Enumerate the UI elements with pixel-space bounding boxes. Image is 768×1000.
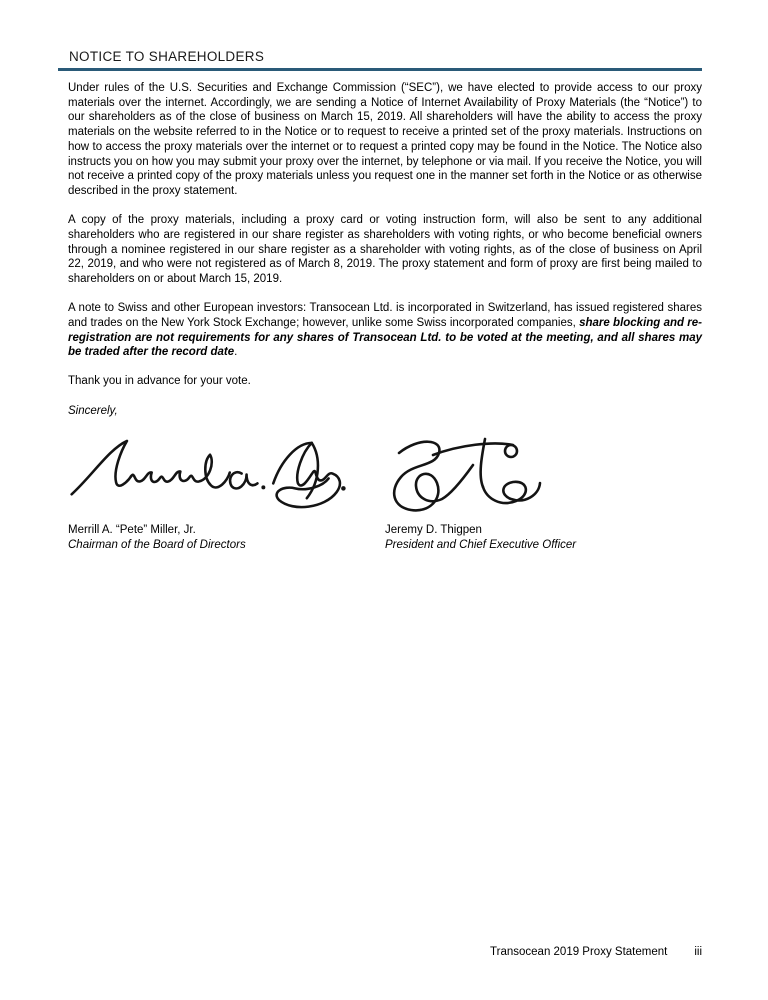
- footer-page-number: iii: [694, 946, 702, 958]
- swiss-note-suffix: .: [234, 346, 238, 359]
- header-rule: [58, 68, 702, 71]
- signatory-name: Jeremy D. Thigpen: [385, 523, 482, 536]
- section-heading: NOTICE TO SHAREHOLDERS: [69, 49, 265, 64]
- page-footer: [490, 945, 702, 959]
- signatory-name: Merrill A. “Pete” Miller, Jr.: [68, 523, 196, 536]
- letter-content: [68, 49, 702, 553]
- paragraph-additional-shareholders: A copy of the proxy materials, including a proxy card or voting instruction form, will also be sent to any additional shareholders who are registered in our share register as shareholders with voting rights, or who become beneficial owners through a nominee registered in our share register as a shareholder with voting rights, as of the close of business on April 22, 2019, and who were not registered as of March 8, 2019. The proxy statement and form of proxy are first being mailed to shareholders on or about March 15, 2019.: [68, 214, 702, 285]
- signatory-title: Chairman of the Board of Directors: [68, 538, 246, 551]
- swiss-note-emphasis: share blocking and re-registration are not requirements for any shares of Transocean Ltd. to be voted at the meeting, and all shares may be traded after the record date: [68, 316, 702, 359]
- paragraph-swiss-investors: [68, 301, 702, 360]
- signatory-chairman: [68, 433, 385, 553]
- thank-you-line: Thank you in advance for your vote.: [68, 375, 251, 388]
- footer-document-title: Transocean 2019 Proxy Statement: [490, 946, 668, 958]
- signature-block: [68, 433, 702, 553]
- signatory-ceo: [385, 433, 702, 553]
- closing-line: Sincerely,: [68, 404, 118, 417]
- signature-merrill-miller-image: [68, 433, 350, 517]
- letter-body: [68, 81, 702, 418]
- paragraph-internet-availability: Under rules of the U.S. Securities and Exchange Commission (“SEC”), we have elected to provide access to our proxy materials over the internet. Accordingly, we are sending a Notice of Internet Availability of Proxy Materials (the “Notice”) to our shareholders as of the close of business on March 15, 2019. All shareholders will have the ability to access the proxy materials on the website referred to in the Notice or to request to receive a printed set of the proxy materials. Instructions on how to access the proxy materials over the internet or to request a printed copy may be found in the Notice. The Notice also instructs you on how you may submit your proxy over the internet, by telephone or via mail. If you receive the Notice, you will not receive a printed copy of the proxy materials unless you request one in the manner set forth in the Notice or as otherwise described in the proxy statement.: [68, 82, 702, 197]
- signature-jeremy-thigpen-image: [385, 433, 557, 517]
- signatory-title: President and Chief Executive Officer: [385, 538, 577, 551]
- swiss-note-prefix: A note to Swiss and other European investors: Transocean Ltd. is incorporated in Switzerland, has issued registered shares and trades on the New York Stock Exchange; however, unlike some Swiss incorporated companies,: [68, 302, 702, 329]
